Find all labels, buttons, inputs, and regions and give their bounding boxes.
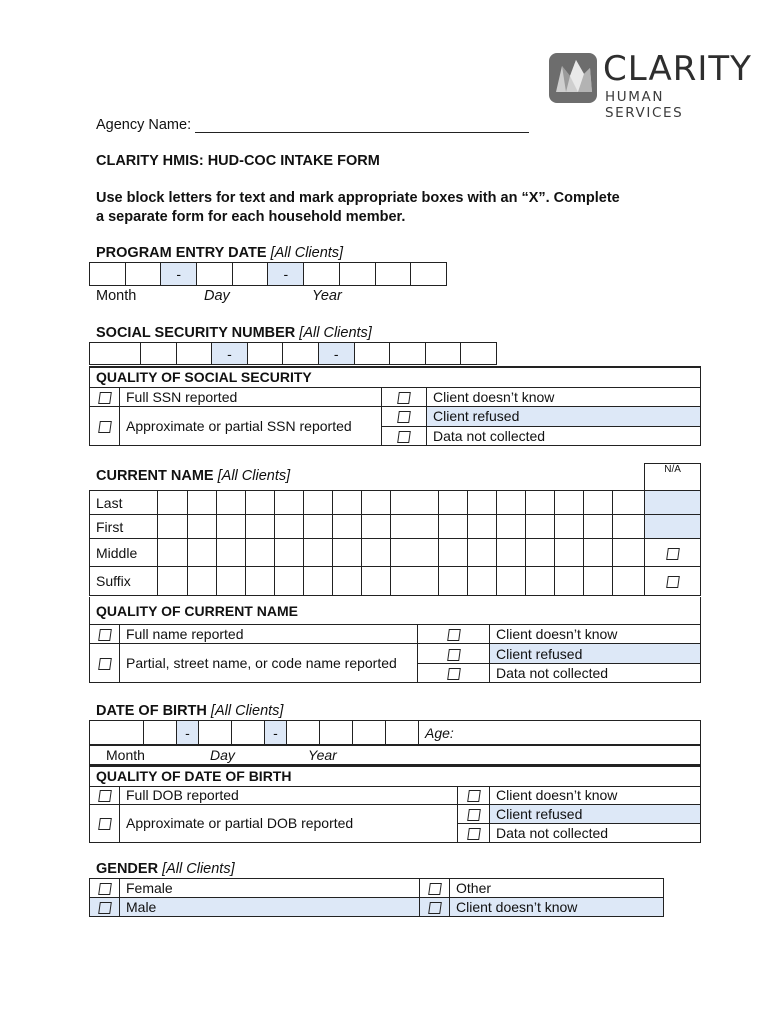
ssn-full-checkbox[interactable] (90, 387, 120, 406)
gender-heading: GENDER [All Clients] (96, 861, 235, 877)
name-last-letter-box[interactable] (391, 491, 439, 515)
name-first-letter-box[interactable] (304, 515, 333, 539)
dob-day-label: Day (210, 747, 235, 763)
entry-year-digit[interactable] (411, 263, 447, 286)
name-middle-letter-box[interactable] (275, 539, 304, 567)
dob-year-label: Year (308, 747, 337, 763)
instructions-line-1: Use block letters for text and mark appropriate boxes with an “X”. Complete (96, 190, 620, 206)
name-suffix-letter-box[interactable] (158, 567, 188, 596)
name-quality-heading: QUALITY OF CURRENT NAME (90, 597, 701, 625)
name-last-letter-box[interactable] (555, 491, 584, 515)
dob-dk-label: Client doesn’t know (490, 786, 701, 804)
dob-dnc-checkbox[interactable] (458, 823, 490, 842)
name-first-letter-box[interactable] (391, 515, 439, 539)
name-last-letter-box[interactable] (304, 491, 333, 515)
name-middle-letter-box[interactable] (333, 539, 362, 567)
ssn-heading: SOCIAL SECURITY NUMBER [All Clients] (96, 325, 372, 341)
ssn-dk-label: Client doesn’t know (427, 387, 701, 406)
ssn-separator: - (212, 343, 248, 365)
dob-full-checkbox[interactable] (90, 786, 120, 804)
ssn-digit[interactable] (141, 343, 177, 365)
dob-day-digit[interactable] (232, 721, 265, 745)
name-suffix-letter-box[interactable] (275, 567, 304, 596)
entry-day-digit[interactable] (197, 263, 233, 286)
name-middle-label: Middle (90, 539, 158, 567)
agency-name-field (96, 117, 529, 133)
name-heading: CURRENT NAME [All Clients] (96, 468, 291, 484)
name-middle-letter-box[interactable] (246, 539, 275, 567)
name-last-letter-box[interactable] (439, 491, 468, 515)
name-suffix-letter-box[interactable] (555, 567, 584, 596)
name-first-letter-box[interactable] (158, 515, 188, 539)
dob-year-digit[interactable] (386, 721, 419, 745)
agency-name-label: Agency Name: (96, 117, 192, 133)
gender-female-label: Female (120, 879, 420, 898)
name-suffix-label: Suffix (90, 567, 158, 596)
name-first-letter-box[interactable] (468, 515, 497, 539)
ssn-dnc-checkbox[interactable] (382, 426, 427, 445)
name-first-letter-box[interactable] (439, 515, 468, 539)
name-first-letter-box[interactable] (275, 515, 304, 539)
name-first-letter-box[interactable] (188, 515, 217, 539)
gender-dk-checkbox[interactable] (420, 898, 450, 917)
dob-year-digit[interactable] (353, 721, 386, 745)
entry-year-digit[interactable] (339, 263, 375, 286)
ssn-quality-table (89, 366, 701, 446)
name-quality-table (89, 597, 701, 683)
name-suffix-letter-box[interactable] (497, 567, 526, 596)
name-first-letter-box[interactable] (555, 515, 584, 539)
name-middle-letter-box[interactable] (497, 539, 526, 567)
ssn-partial-label: Approximate or partial SSN reported (120, 406, 382, 445)
name-middle-letter-box[interactable] (217, 539, 246, 567)
ssn-digit[interactable] (176, 343, 212, 365)
name-middle-letter-box[interactable] (391, 539, 439, 567)
name-middle-letter-box[interactable] (526, 539, 555, 567)
name-full-checkbox[interactable] (90, 625, 120, 644)
instructions-line-2: a separate form for each household member. (96, 209, 406, 225)
dob-separator: - (177, 721, 199, 745)
name-middle-letter-box[interactable] (188, 539, 217, 567)
name-middle-letter-box[interactable] (613, 539, 645, 567)
dob-month-digit[interactable] (90, 721, 144, 745)
entry-month-digit[interactable] (125, 263, 161, 286)
name-suffix-letter-box[interactable] (613, 567, 645, 596)
entry-year-label: Year (312, 288, 342, 304)
ssn-refused-label: Client refused (427, 406, 701, 426)
dob-separator: - (265, 721, 287, 745)
name-last-letter-box[interactable] (497, 491, 526, 515)
name-last-letter-box[interactable] (468, 491, 497, 515)
dob-refused-checkbox[interactable] (458, 804, 490, 823)
dob-labels-row (89, 745, 701, 765)
name-last-letter-box[interactable] (246, 491, 275, 515)
ssn-digit[interactable] (354, 343, 390, 365)
entry-year-digit[interactable] (375, 263, 411, 286)
name-na-cell (645, 491, 701, 515)
name-suffix-letter-box[interactable] (468, 567, 497, 596)
ssn-digit[interactable] (90, 343, 141, 365)
dob-month-label: Month (106, 747, 145, 763)
entry-month-digit[interactable] (90, 263, 126, 286)
ssn-dk-checkbox[interactable] (382, 387, 427, 406)
entry-day-label: Day (204, 288, 230, 304)
name-first-letter-box[interactable] (333, 515, 362, 539)
name-last-letter-box[interactable] (584, 491, 613, 515)
name-suffix-letter-box[interactable] (584, 567, 613, 596)
clarity-logo (548, 49, 752, 121)
gender-female-checkbox[interactable] (90, 879, 120, 898)
entry-day-digit[interactable] (232, 263, 268, 286)
name-last-letter-box[interactable] (333, 491, 362, 515)
name-suffix-letter-box[interactable] (439, 567, 468, 596)
name-refused-checkbox[interactable] (418, 644, 490, 664)
name-middle-na-checkbox[interactable] (645, 539, 701, 567)
name-last-letter-box[interactable] (526, 491, 555, 515)
name-first-letter-box[interactable] (217, 515, 246, 539)
name-na-cell (645, 515, 701, 539)
name-first-letter-box[interactable] (584, 515, 613, 539)
gender-dk-label: Client doesn’t know (450, 898, 664, 917)
name-middle-letter-box[interactable] (555, 539, 584, 567)
crystal-logo-icon (548, 52, 598, 104)
dob-year-digit[interactable] (287, 721, 320, 745)
name-dnc-checkbox[interactable] (418, 664, 490, 683)
ssn-dnc-label: Data not collected (427, 426, 701, 445)
logo-tagline: HUMAN SERVICES (605, 89, 684, 121)
dob-age-field[interactable] (419, 721, 701, 745)
dob-quality-table (89, 765, 701, 843)
dob-full-label: Full DOB reported (120, 786, 458, 804)
ssn-digit[interactable] (425, 343, 461, 365)
name-refused-label: Client refused (490, 644, 701, 664)
name-grid (89, 463, 701, 596)
name-dk-checkbox[interactable] (418, 625, 490, 644)
name-suffix-letter-box[interactable] (391, 567, 439, 596)
gender-male-label: Male (120, 898, 420, 917)
name-suffix-letter-box[interactable] (304, 567, 333, 596)
name-last-label: Last (90, 491, 158, 515)
name-last-letter-box[interactable] (158, 491, 188, 515)
name-suffix-na-checkbox[interactable] (645, 567, 701, 596)
dob-quality-heading: QUALITY OF DATE OF BIRTH (90, 766, 701, 786)
entry-year-digit[interactable] (304, 263, 340, 286)
dob-refused-label: Client refused (490, 804, 701, 823)
name-middle-letter-box[interactable] (468, 539, 497, 567)
name-na-header: N/A (645, 464, 701, 491)
ssn-full-label: Full SSN reported (120, 387, 382, 406)
ssn-digit[interactable] (461, 343, 497, 365)
entry-date-heading: PROGRAM ENTRY DATE [All Clients] (96, 245, 344, 261)
ssn-digit[interactable] (247, 343, 283, 365)
dob-age-label: Age: (425, 724, 454, 741)
dob-month-digit[interactable] (144, 721, 177, 745)
dob-dnc-label: Data not collected (490, 823, 701, 842)
name-first-letter-box[interactable] (613, 515, 645, 539)
name-suffix-letter-box[interactable] (217, 567, 246, 596)
entry-month-label: Month (96, 288, 137, 304)
name-middle-letter-box[interactable] (439, 539, 468, 567)
ssn-digit[interactable] (390, 343, 426, 365)
name-suffix-letter-box[interactable] (333, 567, 362, 596)
dob-grid (89, 720, 701, 745)
name-middle-letter-box[interactable] (158, 539, 188, 567)
ssn-partial-checkbox[interactable] (90, 406, 120, 445)
name-suffix-letter-box[interactable] (526, 567, 555, 596)
name-last-letter-box[interactable] (362, 491, 391, 515)
name-first-letter-box[interactable] (246, 515, 275, 539)
name-middle-letter-box[interactable] (304, 539, 333, 567)
dob-heading: DATE OF BIRTH [All Clients] (96, 703, 284, 719)
gender-other-label: Other (450, 879, 664, 898)
name-full-label: Full name reported (120, 625, 418, 644)
name-middle-letter-box[interactable] (584, 539, 613, 567)
ssn-digit[interactable] (283, 343, 319, 365)
name-suffix-letter-box[interactable] (362, 567, 391, 596)
dob-partial-label: Approximate or partial DOB reported (120, 804, 458, 842)
logo-name: CLARITY (603, 49, 752, 89)
dob-dk-checkbox[interactable] (458, 786, 490, 804)
gender-male-checkbox[interactable] (90, 898, 120, 917)
name-suffix-letter-box[interactable] (246, 567, 275, 596)
name-middle-letter-box[interactable] (362, 539, 391, 567)
name-first-letter-box[interactable] (526, 515, 555, 539)
name-partial-checkbox[interactable] (90, 644, 120, 683)
name-dk-label: Client doesn’t know (490, 625, 701, 644)
entry-separator: - (268, 263, 304, 286)
name-dnc-label: Data not collected (490, 664, 701, 683)
entry-separator: - (161, 263, 197, 286)
ssn-quality-heading: QUALITY OF SOCIAL SECURITY (90, 367, 701, 387)
ssn-grid (89, 342, 497, 365)
name-first-letter-box[interactable] (362, 515, 391, 539)
dob-day-digit[interactable] (199, 721, 232, 745)
name-last-letter-box[interactable] (275, 491, 304, 515)
ssn-separator: - (318, 343, 354, 365)
name-first-letter-box[interactable] (497, 515, 526, 539)
name-suffix-letter-box[interactable] (188, 567, 217, 596)
form-title: CLARITY HMIS: HUD-COC INTAKE FORM (96, 153, 380, 169)
name-last-letter-box[interactable] (217, 491, 246, 515)
dob-year-digit[interactable] (320, 721, 353, 745)
name-last-letter-box[interactable] (188, 491, 217, 515)
name-first-label: First (90, 515, 158, 539)
name-heading-spacer (90, 464, 645, 491)
dob-partial-checkbox[interactable] (90, 804, 120, 842)
name-last-letter-box[interactable] (613, 491, 645, 515)
gender-other-checkbox[interactable] (420, 879, 450, 898)
agency-name-line[interactable] (195, 118, 529, 133)
entry-date-grid (89, 262, 447, 286)
ssn-refused-checkbox[interactable] (382, 406, 427, 426)
gender-table (89, 878, 664, 917)
dob-labels-cell (90, 746, 701, 765)
name-partial-label: Partial, street name, or code name reported (120, 644, 418, 683)
